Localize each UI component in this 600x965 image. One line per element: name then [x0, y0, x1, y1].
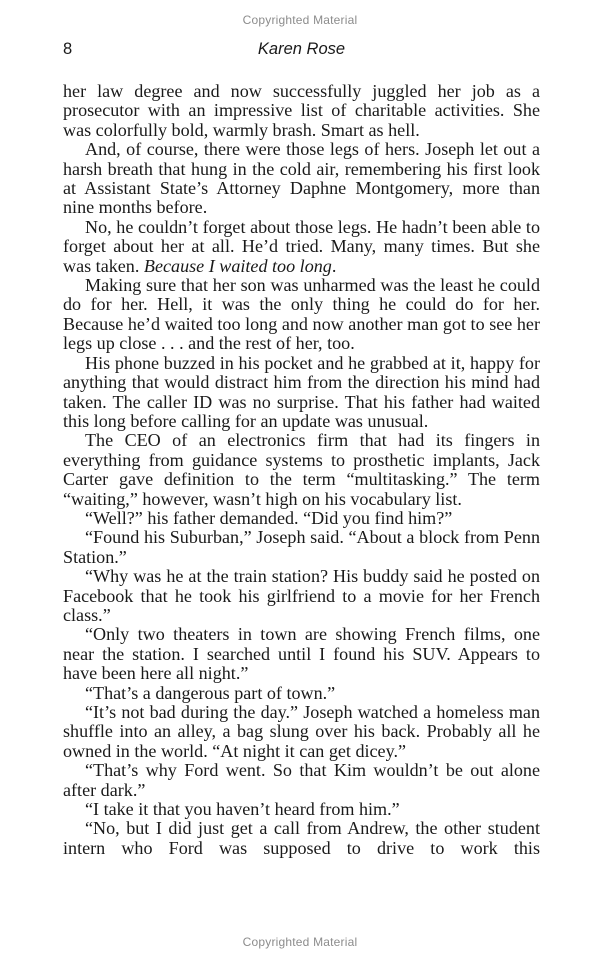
running-header	[63, 40, 540, 64]
paragraph-8: “Found his Suburban,” Joseph said. “About a block from Penn Station.”	[63, 527, 540, 567]
paragraph-3-end: .	[331, 255, 337, 276]
page-number: 8	[63, 40, 73, 58]
paragraph-1: her law degree and now successfully juggled her job as a prosecutor with an impressive list of charitable activities. She was colorfully bold, warmly brash. Smart as hell.	[63, 81, 540, 140]
running-title-author: Karen Rose	[257, 40, 346, 58]
paragraph-9: “Why was he at the train station? His buddy said he posted on Facebook that he took his girlfriend to a movie for her French class.”	[63, 566, 540, 625]
paragraph-12: “It’s not bad during the day.” Joseph watched a homeless man shuffle into an alley, a bag slung over his back. Probably all he owned in the world. “At night it can get dicey.”	[63, 702, 540, 761]
paragraph-10: “Only two theaters in town are showing French films, one near the station. I searched until I found his SUV. Appears to have been here all night.”	[63, 624, 540, 684]
paragraph-2: And, of course, there were those legs of hers. Joseph let out a harsh breath that hung in the cold air, remembering his first look at Assistant State’s Attorney Daphne Montgomery, more than nine months before.	[63, 139, 540, 218]
paragraph-4: Making sure that her son was unharmed was the least he could do for her. Hell, it was the only thing he could do for her. Because he’d waited too long and now another man got to see her legs up close . . . and the rest of her, too.	[63, 275, 540, 354]
paragraph-14: “I take it that you haven’t heard from him.”	[85, 799, 400, 820]
copyright-watermark-bottom: Copyrighted Material	[242, 935, 358, 949]
paragraph-3-text: No, he couldn’t forget about those legs. He hadn’t been able to forget about her at all. He’d tried. Many, many times. But she was taken.	[63, 216, 540, 276]
paragraph-7: “Well?” his father demanded. “Did you find him?”	[85, 507, 453, 528]
paragraph-5: His phone buzzed in his pocket and he grabbed at it, happy for anything that would distract him from the direction his mind had taken. The caller ID was no surprise. That his father had waited this long before calling for an update was unusual.	[63, 352, 540, 431]
copyright-watermark-top: Copyrighted Material	[242, 13, 358, 27]
paragraph-11: “That’s a dangerous part of town.”	[85, 682, 336, 703]
paragraph-15: “No, but I did just get a call from Andrew, the other student intern who Ford was supposed to drive to work this	[63, 818, 540, 858]
paragraph-13: “That’s why Ford went. So that Kim wouldn’t be out alone after dark.”	[63, 760, 540, 800]
paragraph-3	[63, 218, 540, 276]
italic-thought: Because I waited too long	[143, 255, 332, 276]
book-page-text	[63, 82, 540, 858]
paragraph-6: The CEO of an electronics firm that had its fingers in everything from guidance systems to prosthetic implants, Jack Carter gave definition to the term “multitasking.” The term “waiting,” however, wasn’t high on his vocabulary list.	[63, 430, 540, 509]
